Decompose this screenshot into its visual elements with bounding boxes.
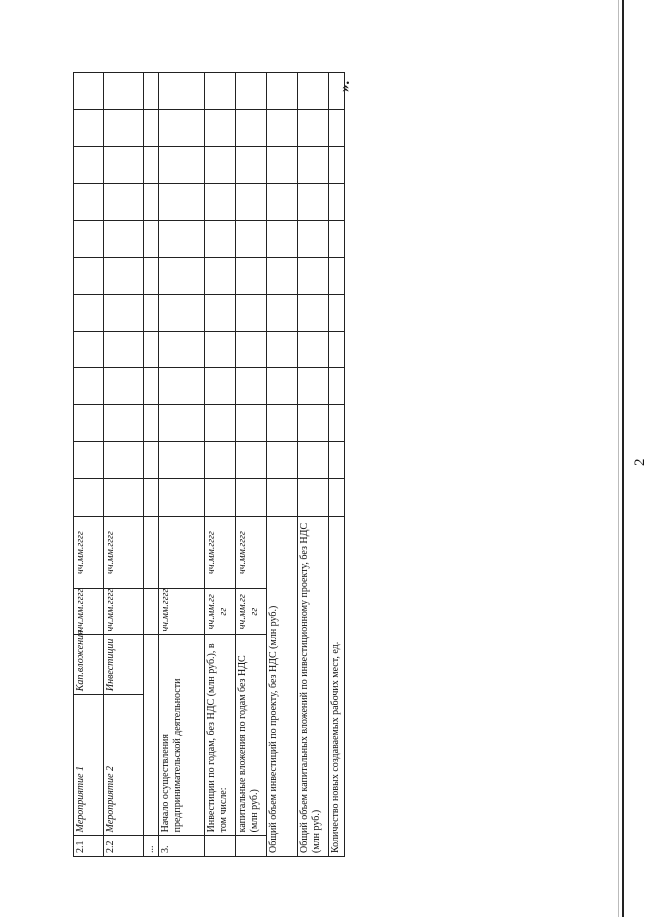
row-name: капитальные вложения по годам без НДС (млн руб.) [235,635,266,836]
table-row [204,73,235,857]
closing-quote-mark: ». [337,80,354,93]
table-row [297,73,328,857]
row-start: чч.мм.гггг [158,588,204,635]
table-row [235,73,266,857]
row-start: чч.мм.гг гг [235,588,266,635]
summary-label: Количество новых создаваемых рабочих мест, ед. [328,517,344,857]
row-start: чч.мм.гггг [74,588,104,635]
row-type: Кап.вложения [74,635,104,695]
table-row [104,73,144,857]
table-row [74,73,104,857]
row-number: 2.1 [74,836,104,857]
row-number: ... [144,836,159,857]
scan-border-shadow [618,0,619,917]
table-row [328,73,344,857]
row-end: чч.мм.гггг [235,517,266,589]
table-row [266,73,297,857]
summary-label: Общий объем инвестиций по проекту, без НДС (млн руб.) [266,517,297,857]
row-end: чч.мм.гггг [204,517,235,589]
scan-border [622,0,624,917]
row-start: чч.мм.гггг [104,588,144,635]
table-row [144,73,159,857]
row-number: 2.2 [104,836,144,857]
page-number: 2 [632,458,648,466]
row-number: 3. [158,836,204,857]
row-type: Инвестиции [104,635,144,695]
row-end: чч.мм.гггг [104,517,144,589]
investment-schedule-table [73,72,345,857]
rotated-table-container [73,72,341,857]
table-row [158,73,204,857]
summary-label: Общий объем капитальных вложений по инвестиционному проекту, без НДС (млн руб.) [297,517,328,857]
row-end: чч.мм.гггг [74,517,104,589]
row-name: Инвестиции по годам, без НДС (млн руб.), в том числе: [204,635,235,836]
row-name: Начало осуществления предпринимательской деятельности [158,635,204,836]
row-name: Мероприятие 1 [74,695,104,836]
row-start: чч.мм.гг гг [204,588,235,635]
row-name: Мероприятие 2 [104,695,144,836]
